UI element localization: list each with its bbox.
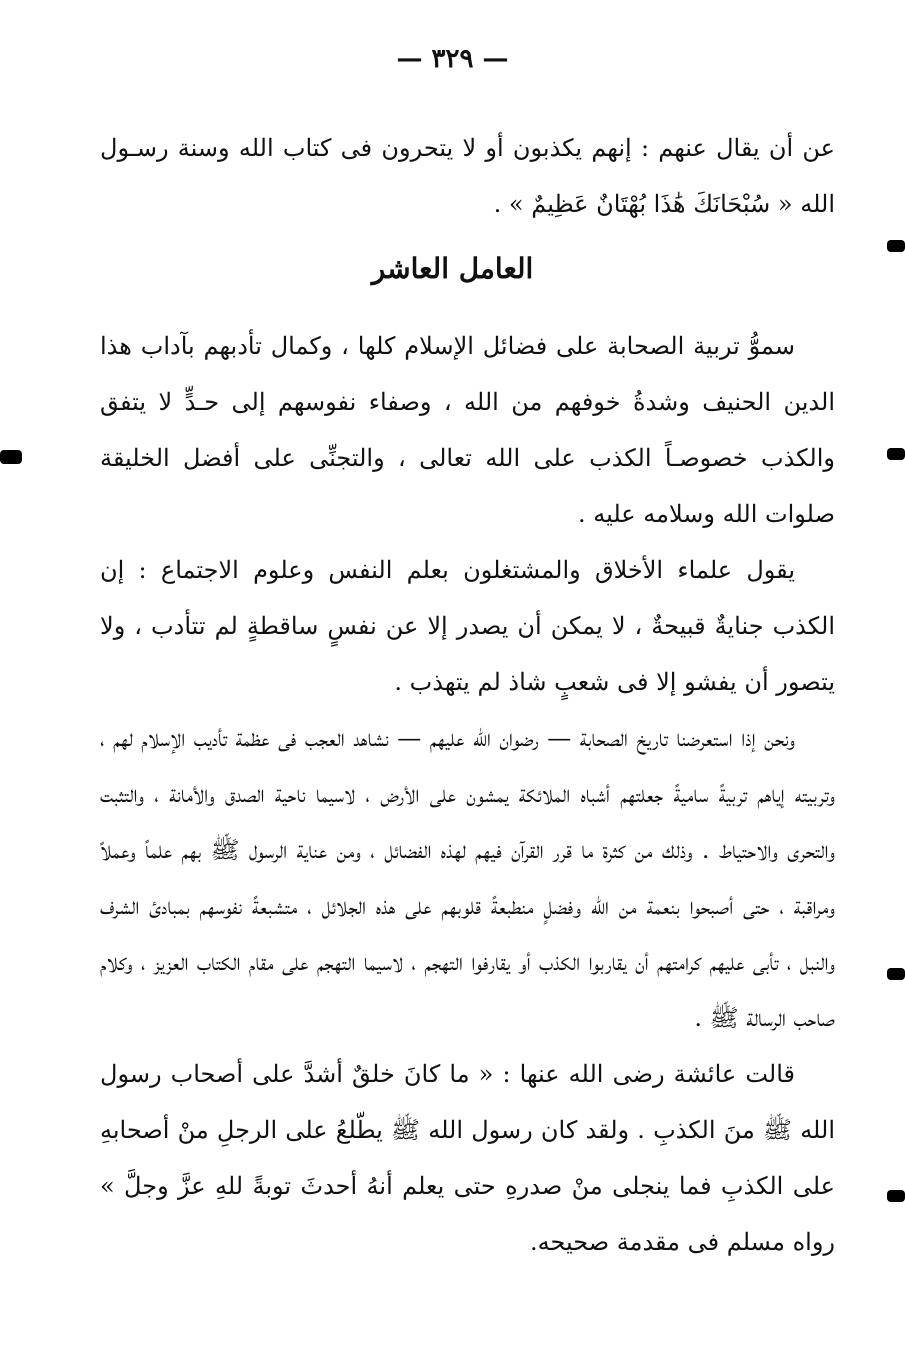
- margin-mark: [887, 1190, 905, 1202]
- page-number: — ٣٢٩ —: [396, 44, 509, 74]
- margin-mark: [887, 448, 905, 460]
- paragraph-2: يقول علماء الأخلاق والمشتغلون بعلم النفس وعلوم الاجتماع : إن الكذب جنايةٌ قبيحةٌ ، لا يمكن أن يصدر إلا عن نفسٍ ساقطةٍ لم تتأدب ، ولا يتصور أن يفشو إلا فى شعبٍ شاذ لم يتهذب .: [100, 556, 836, 696]
- section-heading: العامل العاشر: [371, 252, 534, 285]
- intro-paragraph: عن أن يقال عنهم : إنهم يكذبون أو لا يتحرون فى كتاب الله وسنة رسـول الله « سُبْحَانَكَ هَٰذَا بُهْتَانٌ عَظِيمٌ » .: [100, 134, 835, 218]
- margin-mark: [887, 240, 905, 252]
- margin-mark: [887, 968, 905, 980]
- margin-mark: [0, 450, 22, 464]
- paragraph-3: ونحن إذا استعرضنا تاريخ الصحابة — رضوان الله عليهم — نشاهد العجب فى عظمة تأديب الإسلام لهم ، وتربيته إياهم تربيةً ساميةً جعلتهم أشباه الملائكة يمشون على الأرض ، لاسيما ناحية الصدق والأمانة ، والتثبت والتحرى والاحتياط . وذلك من كثرة ما قرر القرآن فيهم لهذه الفضائل ، ومن عناية الرسول ﷺ بهم علماً وعملاً ومراقبة ، حتى أصبحوا بنعمة من الله وفضلٍ منطبعةً قلوبهم على هذه الجلائل ، متشبعةً نفوسهم بمبادئ الشرف والنبل ، تأبى عليهم كرامتهم أن يقاربوا الكذب أو يقارفوا التهجم ، لاسيما التهجم على مقام الكتاب العزيز ، وكلام صاحب الرسالة ﷺ .: [100, 724, 835, 1032]
- paragraph-1: سموُّ تربية الصحابة على فضائل الإسلام كلها ، وكمال تأدبهم بآداب هذا الدين الحنيف وشدةُ خوفهم من الله ، وصفاء نفوسهم إلى حـدٍّ لا يتفق والكذب خصوصـاً الكذب على الله تعالى ، والتجنِّى على أفضل الخليقة صلوات الله وسلامه عليه .: [100, 332, 835, 528]
- paragraph-4: قالت عائشة رضى الله عنها : « ما كانَ خلقٌ أشدَّ على أصحاب رسول الله ﷺ منَ الكذبِ . ولقد كان رسول الله ﷺ يطّلعُ على الرجلِ منْ أصحابهِ على الكذبِ فما ينجلى منْ صدرهِ حتى يعلم أنهُ أحدثَ توبةً للهِ عزَّ وجلَّ » رواه مسلم فى مقدمة صحيحه.: [100, 1060, 835, 1256]
- body-text-block: [100, 318, 835, 1270]
- intro-text-block: [100, 120, 835, 232]
